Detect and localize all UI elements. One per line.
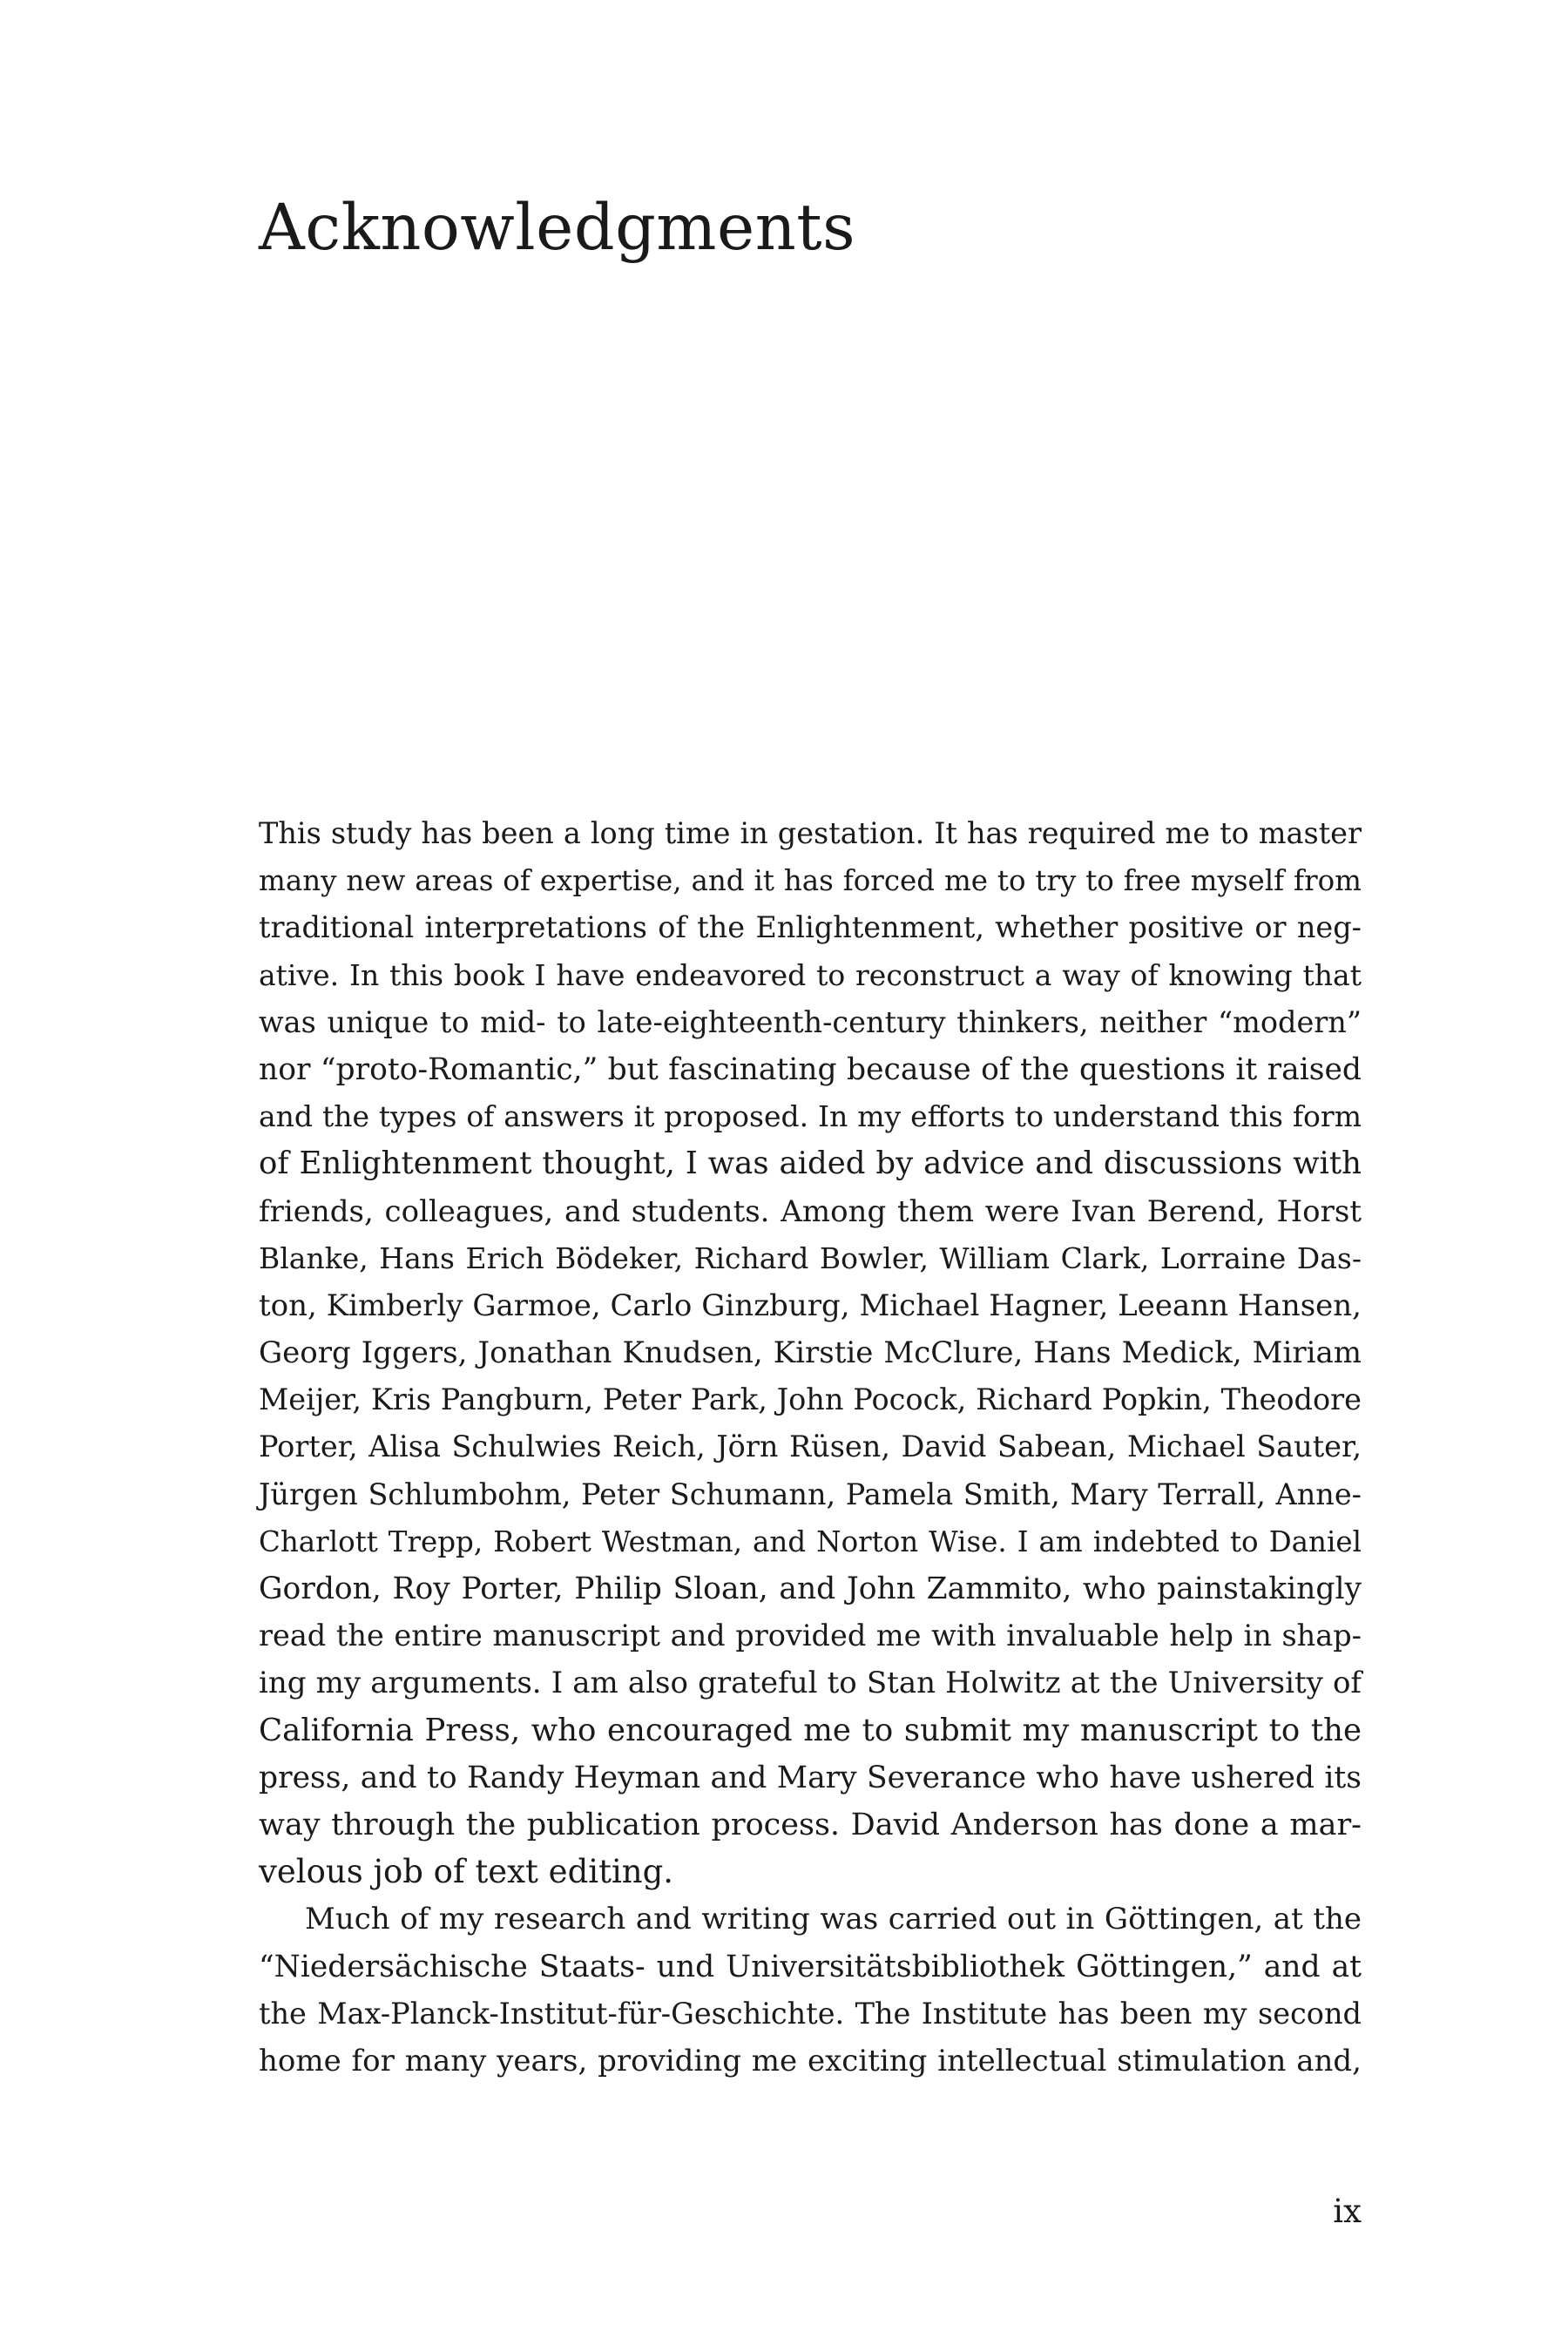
text-line: press, and to Randy Heyman and Mary Severance who have ushered its: [259, 1760, 1362, 1795]
text-line: many new areas of expertise, and it has forced me to try to free myself from: [259, 864, 1362, 898]
text-line: was unique to mid- to late-eighteenth-century thinkers, neither “modern”: [259, 1004, 1362, 1039]
text-line: “Niedersächische Staats- und Universitätsbibliothek Göttingen,” and at: [259, 1949, 1362, 1984]
text-line: Gordon, Roy Porter, Philip Sloan, and John Zammito, who painstakingly: [259, 1571, 1362, 1606]
text-line: home for many years, providing me exciting intellectual stimulation and,: [259, 2043, 1362, 2078]
text-line: This study has been a long time in gestation. It has required me to master: [259, 816, 1362, 850]
text-line: Much of my research and writing was carried out in Göttingen, at the: [305, 1902, 1362, 1937]
text-line: ative. In this book I have endeavored to reconstruct a way of knowing that: [259, 957, 1362, 992]
text-line: of Enlightenment thought, I was aided by advice and discussions with: [259, 1146, 1362, 1182]
text-line: Georg Iggers, Jonathan Knudsen, Kirstie McClure, Hans Medick, Miriam: [259, 1335, 1362, 1371]
text-line: Meijer, Kris Pangburn, Peter Park, John Pocock, Richard Popkin, Theodore: [259, 1382, 1362, 1417]
text-line: Charlott Trepp, Robert Westman, and Norton Wise. I am indebted to Daniel: [259, 1524, 1362, 1558]
text-line: nor “proto-Romantic,” but fascinating because of the questions it raised: [259, 1051, 1362, 1087]
text-line: the Max-Planck-Institut-für-Geschichte. The Institute has been my second: [259, 1996, 1362, 2031]
text-line: ton, Kimberly Garmoe, Carlo Ginzburg, Michael Hagner, Leeann Hansen,: [259, 1288, 1362, 1323]
text-line: Jürgen Schlumbohm, Peter Schumann, Pamela Smith, Mary Terrall, Anne-: [259, 1477, 1362, 1511]
page-number: ix: [1333, 2193, 1362, 2230]
page-title: Acknowledgments: [259, 191, 856, 265]
text-line: ing my arguments. I am also grateful to Stan Holwitz at the University of: [259, 1666, 1362, 1701]
text-line: and the types of answers it proposed. In my efforts to understand this form: [259, 1099, 1362, 1134]
text-line: traditional interpretations of the Enlightenment, whether positive or neg-: [259, 910, 1362, 945]
text-line: way through the publication process. David Anderson has done a mar-: [259, 1807, 1362, 1842]
text-line: read the entire manuscript and provided me with invaluable help in shap-: [259, 1619, 1362, 1653]
text-line: velous job of text editing.: [259, 1853, 674, 1891]
body-text: [259, 810, 1362, 2085]
text-line: friends, colleagues, and students. Among them were Ivan Berend, Horst: [259, 1193, 1362, 1229]
text-line: Blanke, Hans Erich Bödeker, Richard Bowler, William Clark, Lorraine Das-: [259, 1240, 1362, 1275]
text-line: California Press, who encouraged me to submit my manuscript to the: [259, 1712, 1362, 1748]
text-line: Porter, Alisa Schulwies Reich, Jörn Rüsen, David Sabean, Michael Sauter,: [259, 1429, 1362, 1464]
